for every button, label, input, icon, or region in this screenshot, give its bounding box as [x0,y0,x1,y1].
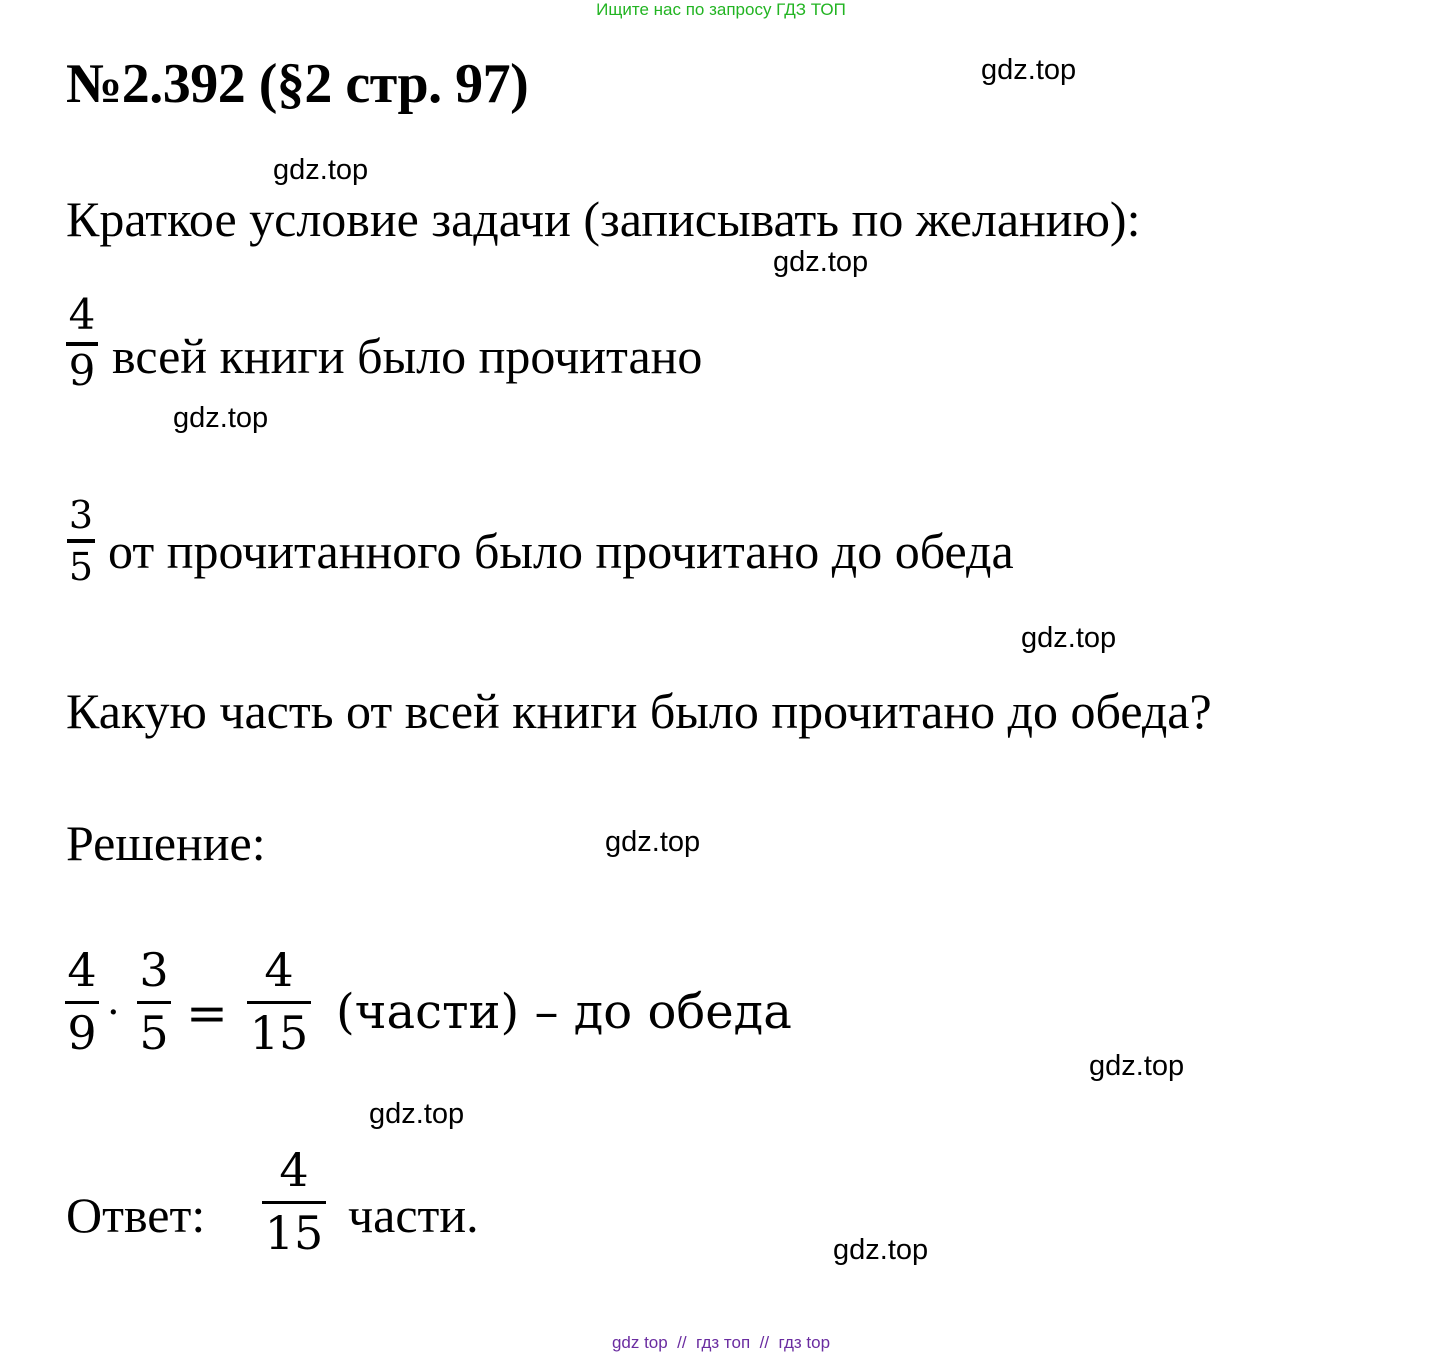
fraction-denominator: 5 [68,545,94,589]
fraction-numerator: 4 [279,1143,309,1197]
answer-label: Ответ: [66,1187,206,1243]
fraction-denominator: 15 [264,1206,324,1260]
watermark: gdz.top [173,402,269,434]
fraction-bar [137,1001,171,1004]
fraction-bar [65,1001,99,1004]
fact-read-text: всей книги было прочитано [112,328,703,384]
watermark: gdz.top [773,246,869,278]
fraction-four-ninths [64,944,100,1059]
equals-sign: = [186,984,228,1042]
condition-heading: Краткое условие задачи (записывать по желанию): [66,191,1141,247]
watermark: gdz.top [369,1098,465,1130]
solution-tail: (части) – до обеда [336,984,792,1040]
fraction-four-fifteenths [246,944,312,1059]
fraction-bar [262,1201,326,1204]
multiply-dot: · [107,990,120,1036]
fraction-four-ninths [66,292,98,394]
page-title: №2.392 (§2 стр. 97) [66,53,529,115]
watermark: gdz.top [1021,622,1117,654]
fraction-numerator: 4 [68,290,96,339]
fraction-numerator: 4 [67,943,97,997]
top-banner: Ищите нас по запросу ГДЗ ТОП [596,0,846,19]
answer-tail: части. [348,1187,479,1243]
fact-before-lunch-text: от прочитанного было прочитано до обеда [108,523,1014,579]
watermark: gdz.top [833,1234,929,1266]
fraction-bar [247,1001,311,1004]
footer: gdz top // гдз топ // гдз top [611,1333,831,1352]
fraction-numerator: 4 [264,943,294,997]
fraction-four-fifteenths [261,1144,327,1259]
fraction-denominator: 9 [67,1006,97,1060]
watermark: gdz.top [605,826,701,858]
fraction-denominator: 9 [68,346,96,395]
watermark: gdz.top [273,154,369,186]
fraction-denominator: 5 [139,1006,169,1060]
watermark: gdz.top [981,54,1077,86]
fraction-numerator: 3 [139,943,169,997]
question: Какую часть от всей книги было прочитано до обеда? [66,683,1212,739]
fraction-bar [67,539,95,543]
watermark: gdz.top [1089,1050,1185,1082]
fraction-numerator: 3 [68,493,94,537]
solution-heading: Решение: [66,815,266,871]
fraction-three-fifths [66,494,96,588]
fraction-three-fifths [136,944,172,1059]
fraction-denominator: 15 [249,1006,309,1060]
